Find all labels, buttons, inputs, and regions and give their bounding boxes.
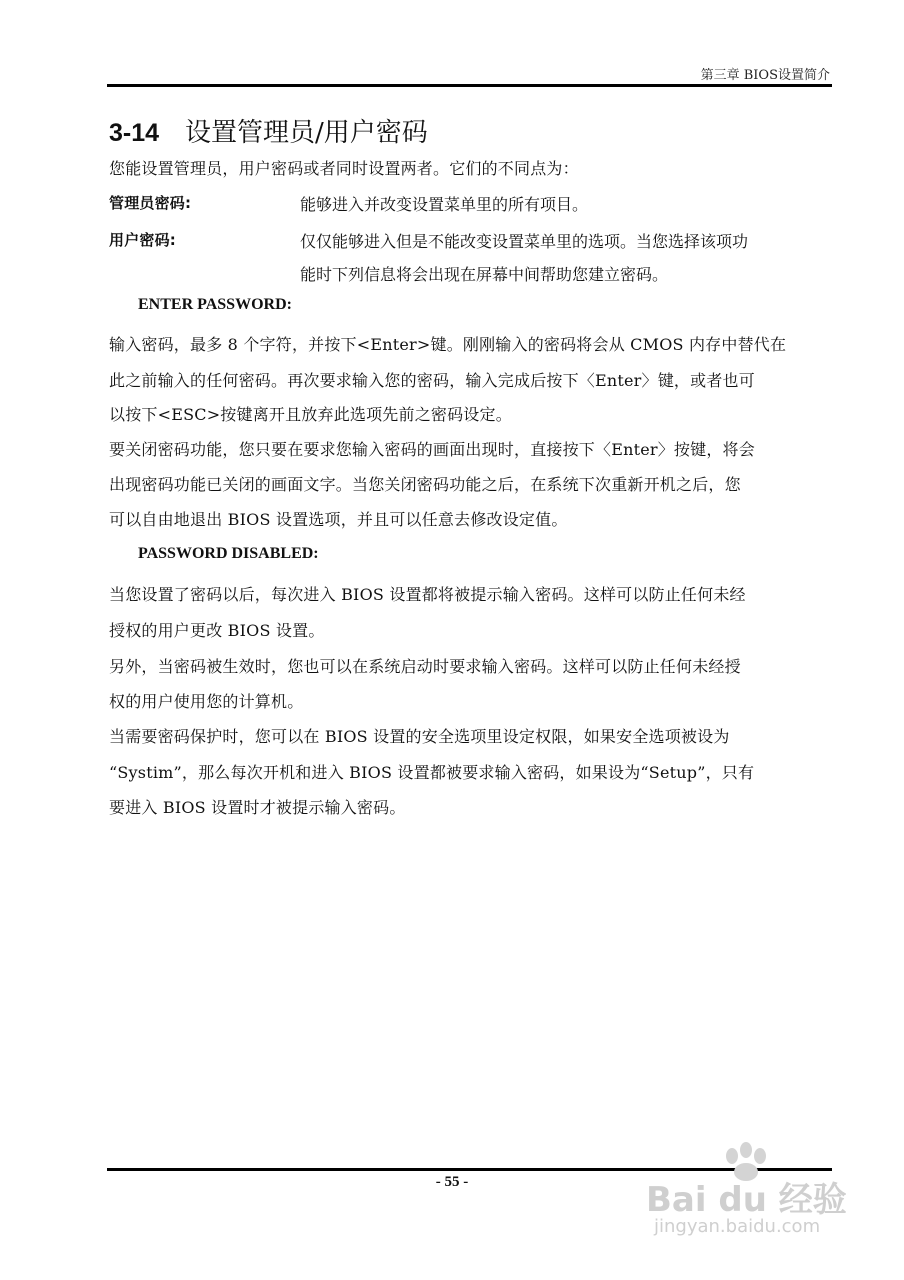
password-disabled-heading: PASSWORD DISABLED: bbox=[138, 545, 319, 562]
paragraph-line: 以按下<ESC>按键离开且放弃此选项先前之密码设定。 bbox=[109, 405, 512, 424]
paragraph-line: 授权的用户更改 BIOS 设置。 bbox=[109, 621, 325, 640]
section-title bbox=[109, 112, 428, 149]
definition-item bbox=[109, 192, 191, 213]
watermark-url: jingyan.baidu.com bbox=[654, 1216, 821, 1237]
paragraph-line: 当您设置了密码以后，每次进入 BIOS 设置都将被提示输入密码。这样可以防止任何未经 bbox=[109, 585, 746, 604]
definition-term: 管理员密码: bbox=[109, 194, 192, 212]
paragraph-line: 当需要密码保护时，您可以在 BIOS 设置的安全选项里设定权限，如果安全选项被设为 bbox=[109, 727, 730, 746]
definition-term: 用户密码: bbox=[109, 231, 176, 249]
paragraph-line: “Systim”，那么每次开机和进入 BIOS 设置都被要求输入密码，如果设为“Setup”，只有 bbox=[109, 763, 755, 782]
paragraph-line: 要关闭密码功能，您只要在要求您输入密码的画面出现时，直接按下〈Enter〉按键，将会 bbox=[109, 440, 755, 459]
section-title-text: 设置管理员/用户密码 bbox=[185, 118, 428, 148]
page-number: - 55 - bbox=[435, 1174, 469, 1190]
watermark bbox=[640, 1142, 860, 1252]
definition-text: 能时下列信息将会出现在屏幕中间帮助您建立密码。 bbox=[300, 265, 669, 284]
paragraph-line: 输入密码，最多 8 个字符，并按下<Enter>键。刚刚输入的密码将会从 CMOS 内存中替代在 bbox=[109, 335, 787, 354]
header-divider bbox=[107, 84, 832, 87]
enter-password-heading: ENTER PASSWORD: bbox=[138, 296, 292, 313]
paragraph-line: 要进入 BIOS 设置时才被提示输入密码。 bbox=[109, 798, 406, 817]
paragraph-line: 另外，当密码被生效时，您也可以在系统启动时要求输入密码。这样可以防止任何未经授 bbox=[109, 657, 741, 676]
section-number: 3-14 bbox=[109, 119, 160, 147]
definition-text: 能够进入并改变设置菜单里的所有项目。 bbox=[300, 195, 589, 214]
intro-text: 您能设置管理员，用户密码或者同时设置两者。它们的不同点为： bbox=[109, 159, 579, 178]
watermark-brand: Bai du 经验 bbox=[646, 1180, 847, 1220]
paragraph-line: 权的用户使用您的计算机。 bbox=[109, 692, 304, 711]
chapter-header: 第三章 BIOS设置简介 bbox=[700, 68, 830, 83]
paragraph-line: 出现密码功能已关闭的画面文字。当您关闭密码功能之后，在系统下次重新开机之后，您 bbox=[109, 475, 741, 494]
definition-item bbox=[109, 229, 176, 250]
definition-text: 仅仅能够进入但是不能改变设置菜单里的选项。当您选择该项功 bbox=[300, 232, 749, 251]
paragraph-line: 此之前输入的任何密码。再次要求输入您的密码，输入完成后按下〈Enter〉键，或者也可 bbox=[109, 371, 755, 390]
paragraph-line: 可以自由地退出 BIOS 设置选项，并且可以任意去修改设定值。 bbox=[109, 510, 568, 529]
